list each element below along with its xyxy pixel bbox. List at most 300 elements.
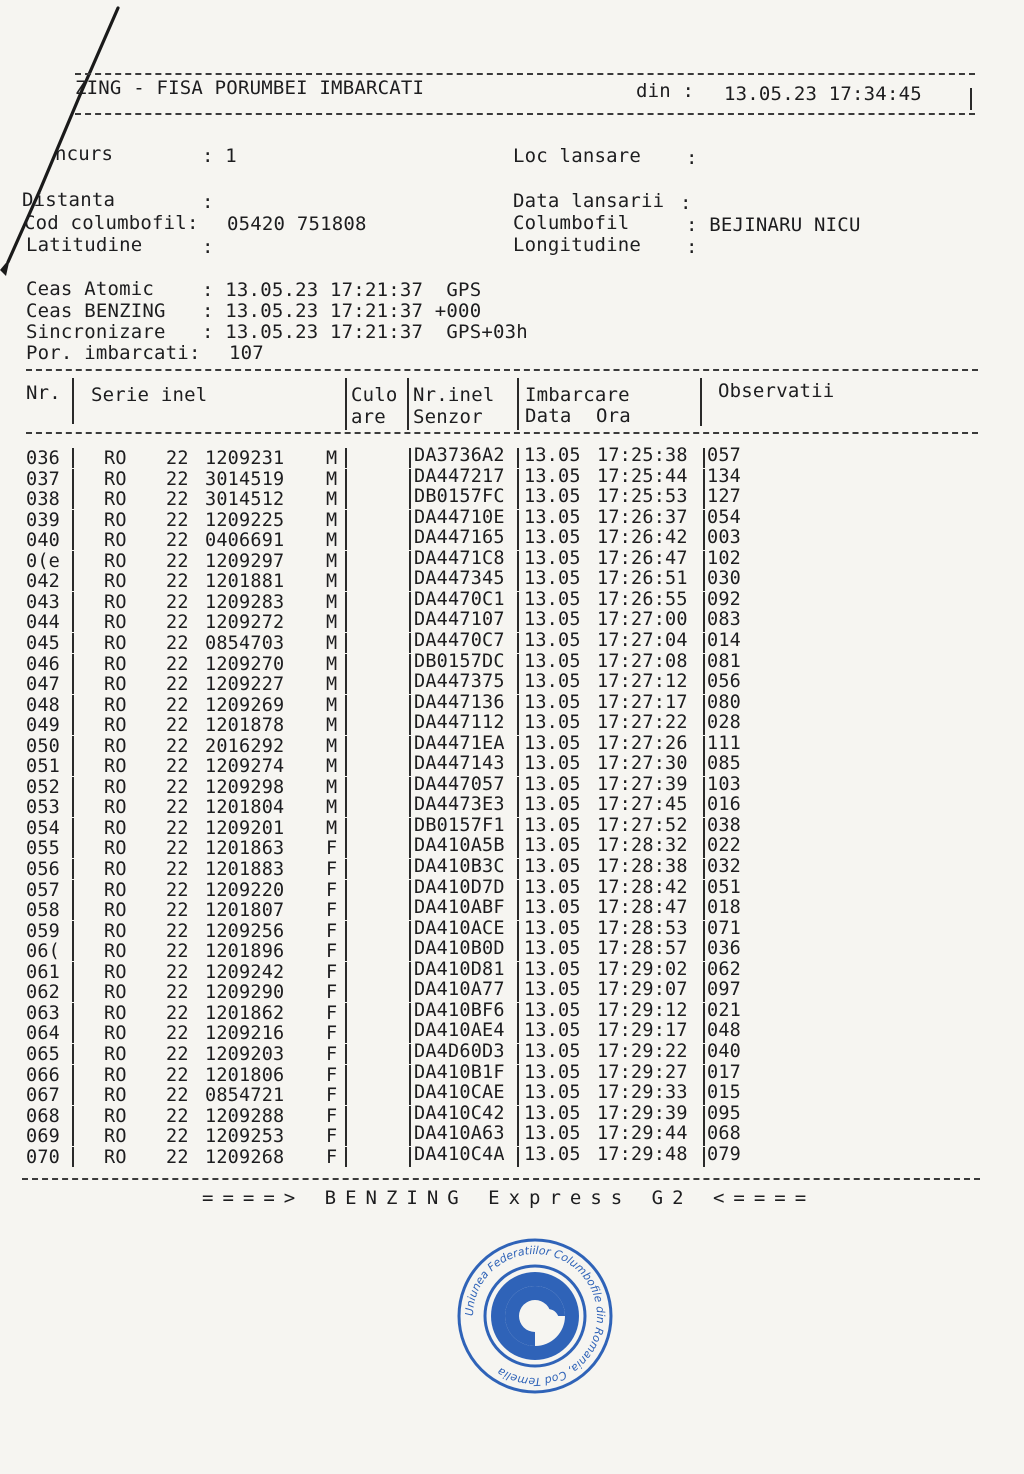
row-time: 17:27:45 (597, 794, 688, 816)
row-date: 13.05 (524, 1040, 581, 1062)
row-date: 13.05 (524, 671, 581, 693)
row-divider (409, 900, 411, 920)
row-nr: 048 (26, 694, 61, 716)
longitudine-label: Longitudine (513, 234, 642, 256)
row-date: 13.05 (524, 794, 581, 816)
row-time: 17:29:22 (597, 1040, 688, 1062)
row-year: 22 (166, 653, 189, 675)
row-date: 13.05 (524, 732, 581, 754)
col-culoare-2: are (351, 406, 386, 428)
row-divider (345, 1003, 347, 1023)
row-nr: 061 (26, 961, 61, 983)
row-nr: 047 (26, 674, 61, 696)
row-sensor: DA3736A2 (414, 445, 505, 466)
title-border-right (970, 88, 972, 110)
row-divider (703, 530, 705, 550)
row-year: 22 (166, 489, 189, 511)
row-divider (517, 1085, 519, 1105)
row-ring-number: 1209203 (205, 1043, 285, 1065)
row-divider (345, 633, 347, 653)
row-sensor: DA410CAE (414, 1082, 505, 1104)
row-divider (345, 551, 347, 571)
row-country: RO (104, 489, 127, 511)
row-observation: 083 (707, 609, 742, 631)
row-ring-number: 1209288 (205, 1105, 285, 1127)
row-divider (703, 962, 705, 982)
row-observation: 127 (707, 486, 742, 508)
row-ring-number: 1201863 (205, 838, 285, 860)
row-ring-number: 1209231 (205, 448, 285, 469)
row-divider (409, 1023, 411, 1043)
row-ring-number: 1201883 (205, 859, 285, 880)
row-ring-number: 1209201 (205, 817, 285, 839)
row-divider (345, 797, 347, 817)
row-divider (72, 880, 74, 900)
row-divider (517, 900, 519, 920)
row-year: 22 (166, 920, 189, 942)
row-date: 13.05 (524, 465, 581, 487)
row-divider (345, 900, 347, 920)
row-divider (345, 838, 347, 858)
row-divider (517, 1147, 519, 1167)
row-ring-number: 1209298 (205, 776, 285, 798)
row-observation: 051 (707, 876, 742, 898)
row-observation: 030 (707, 568, 742, 590)
row-country: RO (104, 632, 127, 654)
row-nr: 068 (26, 1105, 61, 1127)
row-divider (345, 510, 347, 530)
row-ring-number: 1209256 (205, 920, 285, 942)
row-divider (345, 1065, 347, 1085)
row-date: 13.05 (524, 999, 581, 1021)
row-divider (517, 880, 519, 900)
row-ring-number: 1209283 (205, 591, 285, 613)
row-divider (409, 838, 411, 858)
row-divider (72, 900, 74, 920)
row-year: 22 (166, 879, 189, 901)
concurs-label: ncurs (55, 143, 114, 165)
col-divider (72, 378, 74, 424)
row-year: 22 (166, 1064, 189, 1086)
row-ring-number: 3014519 (205, 468, 285, 490)
row-ring-number: 1201896 (205, 941, 285, 963)
row-country: RO (104, 1085, 127, 1107)
row-year: 22 (166, 817, 189, 839)
row-sex: F (326, 838, 338, 860)
row-country: RO (104, 776, 127, 798)
row-divider (345, 1085, 347, 1105)
row-year: 22 (166, 530, 189, 552)
row-divider (517, 469, 519, 489)
col-divider (700, 378, 702, 426)
row-sex: M (326, 735, 338, 757)
row-observation: 015 (707, 1082, 742, 1104)
row-time: 17:29:48 (597, 1143, 688, 1165)
row-time: 17:28:32 (597, 835, 688, 857)
row-sex: M (326, 756, 338, 778)
row-sensor: DA410A77 (414, 979, 505, 1001)
row-year: 22 (166, 448, 189, 469)
row-sensor: DA4470C1 (414, 588, 505, 610)
row-divider (517, 654, 519, 674)
row-sex: F (326, 1023, 338, 1045)
row-divider (72, 715, 74, 735)
row-sensor: DA410A5B (414, 835, 505, 857)
row-ring-number: 0406691 (205, 530, 285, 552)
row-time: 17:28:53 (597, 917, 688, 939)
sincronizare-value: : 13.05.23 17:21:37 GPS+03h (202, 321, 528, 343)
row-ring-number: 1201881 (205, 571, 285, 593)
row-divider (345, 654, 347, 674)
row-year: 22 (166, 756, 189, 778)
concurs-value: : 1 (202, 145, 237, 167)
row-observation: 018 (707, 897, 742, 919)
table-rule-bottom (22, 1178, 980, 1180)
row-divider (72, 736, 74, 756)
col-senzor: Senzor (413, 406, 483, 428)
row-sensor: DA447345 (414, 568, 505, 590)
row-observation: 056 (707, 671, 742, 693)
row-year: 22 (166, 1002, 189, 1024)
longitudine-value: : (686, 236, 698, 258)
row-divider (409, 489, 411, 509)
row-divider (517, 797, 519, 817)
row-divider (703, 469, 705, 489)
row-nr: 067 (26, 1085, 61, 1107)
row-divider (72, 777, 74, 797)
col-ora: Ora (596, 405, 631, 427)
row-divider (703, 551, 705, 571)
row-divider (703, 1106, 705, 1126)
row-sensor: DA447217 (414, 465, 505, 487)
row-divider (703, 633, 705, 653)
row-divider (345, 962, 347, 982)
row-sensor: DA410A63 (414, 1123, 505, 1145)
row-observation: 097 (707, 979, 742, 1001)
row-time: 17:28:42 (597, 876, 688, 898)
row-divider (72, 489, 74, 509)
row-divider (345, 1126, 347, 1146)
ceas-benzing-value: : 13.05.23 17:21:37 +000 (202, 300, 482, 322)
row-country: RO (104, 1126, 127, 1148)
col-imbarcare: Imbarcare (525, 384, 630, 406)
row-divider (517, 612, 519, 632)
row-sex: F (326, 859, 338, 880)
row-sex: F (326, 1146, 338, 1168)
row-nr: 059 (26, 920, 61, 942)
row-divider (703, 797, 705, 817)
row-nr: 046 (26, 653, 61, 675)
row-country: RO (104, 591, 127, 613)
row-ring-number: 1209253 (205, 1126, 285, 1148)
row-divider (409, 880, 411, 900)
porumbei-imbarcati-label: Por. imbarcati: (26, 342, 201, 364)
row-nr: 055 (26, 838, 61, 860)
row-year: 22 (166, 715, 189, 737)
row-divider (345, 921, 347, 941)
row-nr: 039 (26, 509, 61, 531)
row-observation: 016 (707, 794, 742, 816)
row-time: 17:28:57 (597, 938, 688, 960)
row-divider (517, 777, 519, 797)
row-ring-number: 2016292 (205, 735, 285, 757)
row-sensor: DA447057 (414, 773, 505, 795)
row-country: RO (104, 879, 127, 901)
row-divider (72, 818, 74, 838)
row-divider (517, 838, 519, 858)
row-divider (517, 510, 519, 530)
row-time: 17:28:47 (597, 897, 688, 919)
latitudine-value: : (202, 236, 214, 258)
row-divider (409, 695, 411, 715)
row-nr: 069 (26, 1126, 61, 1148)
row-sex: F (326, 1126, 338, 1148)
row-divider (72, 674, 74, 694)
row-ring-number: 1201862 (205, 1002, 285, 1024)
row-divider (517, 633, 519, 653)
row-divider (517, 489, 519, 509)
row-divider (345, 571, 347, 591)
row-date: 13.05 (524, 773, 581, 795)
row-sex: M (326, 612, 338, 634)
row-divider (703, 1065, 705, 1085)
row-sex: F (326, 900, 338, 922)
row-divider (72, 530, 74, 550)
row-divider (72, 1065, 74, 1085)
row-year: 22 (166, 941, 189, 963)
row-country: RO (104, 694, 127, 716)
ceas-atomic-value: : 13.05.23 17:21:37 GPS (202, 279, 482, 301)
row-date: 13.05 (524, 958, 581, 980)
row-time: 17:27:22 (597, 712, 688, 734)
row-sex: F (326, 1002, 338, 1024)
row-sensor: DA447136 (414, 691, 505, 713)
row-time: 17:27:00 (597, 609, 688, 631)
row-observation: 080 (707, 691, 742, 713)
row-country: RO (104, 550, 127, 572)
row-divider (703, 1044, 705, 1064)
row-date: 13.05 (524, 1123, 581, 1145)
row-sensor: DA410D81 (414, 958, 505, 980)
latitudine-label: Latitudine (26, 234, 143, 256)
title-rule-bottom (75, 113, 975, 115)
row-nr: 057 (26, 879, 61, 901)
loc-lansare-label: Loc lansare (513, 145, 642, 167)
row-divider (345, 736, 347, 756)
row-sex: M (326, 632, 338, 654)
row-divider (72, 1147, 74, 1167)
row-divider (409, 551, 411, 571)
row-ring-number: 1209270 (205, 653, 285, 675)
row-divider (409, 1126, 411, 1146)
row-year: 22 (166, 900, 189, 922)
row-sensor: DA4473E3 (414, 794, 505, 816)
row-divider (409, 962, 411, 982)
row-sensor: DB0157FC (414, 486, 505, 508)
row-divider (517, 736, 519, 756)
row-divider (409, 571, 411, 591)
row-country: RO (104, 859, 127, 880)
row-sensor: DA410B1F (414, 1061, 505, 1083)
row-ring-number: 1201807 (205, 900, 285, 922)
row-divider (409, 859, 411, 879)
row-time: 17:28:38 (597, 856, 688, 877)
row-divider (409, 1147, 411, 1167)
row-nr: 044 (26, 612, 61, 634)
row-divider (409, 715, 411, 735)
row-country: RO (104, 653, 127, 675)
row-divider (703, 715, 705, 735)
row-date: 13.05 (524, 1102, 581, 1124)
row-divider (517, 818, 519, 838)
row-divider (409, 1044, 411, 1064)
row-sensor: DA447375 (414, 671, 505, 693)
row-divider (703, 880, 705, 900)
row-nr: 037 (26, 468, 61, 490)
row-divider (517, 1106, 519, 1126)
distanta-label: Distanta (22, 189, 116, 211)
row-time: 17:27:39 (597, 773, 688, 795)
row-divider (72, 654, 74, 674)
row-observation: 057 (707, 445, 742, 466)
row-sex: F (326, 920, 338, 942)
row-divider (703, 818, 705, 838)
row-divider (703, 1126, 705, 1146)
row-sex: M (326, 797, 338, 819)
row-observation: 085 (707, 753, 742, 775)
row-divider (409, 530, 411, 550)
row-ring-number: 1209242 (205, 961, 285, 983)
row-divider (72, 1085, 74, 1105)
row-sex: M (326, 817, 338, 839)
row-date: 13.05 (524, 445, 581, 466)
col-nr-inel: Nr.inel (413, 384, 495, 406)
row-divider (409, 510, 411, 530)
print-date: 13.05.23 17:34:45 (724, 83, 922, 105)
row-sex: M (326, 715, 338, 737)
row-year: 22 (166, 1105, 189, 1127)
cod-columbofil-value: 05420 751808 (227, 213, 367, 235)
row-year: 22 (166, 694, 189, 716)
row-divider (345, 941, 347, 961)
row-sex: M (326, 694, 338, 716)
row-sensor: DA410BF6 (414, 999, 505, 1021)
row-sex: F (326, 1043, 338, 1065)
row-nr: 056 (26, 859, 61, 880)
row-sex: M (326, 591, 338, 613)
row-observation: 022 (707, 835, 742, 857)
row-date: 13.05 (524, 691, 581, 713)
row-nr: 038 (26, 489, 61, 511)
row-ring-number: 1209272 (205, 612, 285, 634)
row-divider (72, 962, 74, 982)
row-country: RO (104, 612, 127, 634)
row-time: 17:27:30 (597, 753, 688, 775)
row-country: RO (104, 509, 127, 531)
row-year: 22 (166, 776, 189, 798)
row-observation: 103 (707, 773, 742, 795)
row-year: 22 (166, 571, 189, 593)
row-nr: 066 (26, 1064, 61, 1086)
row-sensor: DA410D7D (414, 876, 505, 898)
row-date: 13.05 (524, 486, 581, 508)
row-date: 13.05 (524, 588, 581, 610)
row-time: 17:26:51 (597, 568, 688, 590)
col-divider (407, 378, 409, 430)
row-time: 17:29:44 (597, 1123, 688, 1145)
row-divider (72, 1023, 74, 1043)
row-observation: 092 (707, 588, 742, 610)
row-nr: 065 (26, 1043, 61, 1065)
row-country: RO (104, 756, 127, 778)
table-header-rule-bottom (26, 432, 978, 434)
row-divider (517, 715, 519, 735)
row-date: 13.05 (524, 917, 581, 939)
row-divider (345, 612, 347, 632)
row-sex: M (326, 571, 338, 593)
row-ring-number: 1209216 (205, 1023, 285, 1045)
row-nr: 051 (26, 756, 61, 778)
row-sensor: DA447143 (414, 753, 505, 775)
row-country: RO (104, 982, 127, 1004)
row-divider (517, 941, 519, 961)
row-sex: F (326, 961, 338, 983)
row-divider (72, 941, 74, 961)
footer-text: ====> BENZING Express G2 <==== (202, 1187, 816, 1209)
row-divider (345, 1023, 347, 1043)
row-country: RO (104, 941, 127, 963)
row-time: 17:27:08 (597, 650, 688, 672)
row-divider (517, 448, 519, 468)
row-time: 17:29:33 (597, 1082, 688, 1104)
row-divider (345, 818, 347, 838)
row-divider (72, 1003, 74, 1023)
row-divider (703, 941, 705, 961)
row-divider (409, 1085, 411, 1105)
row-divider (517, 756, 519, 776)
cod-columbofil-label: Cod columbofil: (24, 212, 199, 234)
row-divider (517, 1023, 519, 1043)
row-year: 22 (166, 591, 189, 613)
row-time: 17:27:17 (597, 691, 688, 713)
row-divider (72, 592, 74, 612)
row-country: RO (104, 1023, 127, 1045)
row-time: 17:27:04 (597, 629, 688, 651)
row-sex: F (326, 982, 338, 1004)
row-date: 13.05 (524, 897, 581, 919)
row-country: RO (104, 1146, 127, 1168)
row-time: 17:29:27 (597, 1061, 688, 1083)
row-divider (703, 1147, 705, 1167)
row-divider (703, 838, 705, 858)
row-time: 17:26:37 (597, 506, 688, 528)
row-divider (345, 880, 347, 900)
row-sex: M (326, 468, 338, 490)
row-divider (409, 448, 411, 468)
row-divider (72, 1126, 74, 1146)
row-observation: 111 (707, 732, 742, 754)
row-sex: M (326, 489, 338, 511)
row-divider (517, 571, 519, 591)
row-divider (703, 571, 705, 591)
row-divider (345, 530, 347, 550)
row-year: 22 (166, 509, 189, 531)
federation-seal-stamp (455, 1236, 615, 1396)
porumbei-imbarcati-value: 107 (229, 342, 264, 364)
row-date: 13.05 (524, 712, 581, 734)
row-sensor: DA410ACE (414, 917, 505, 939)
row-nr: 06( (26, 941, 61, 963)
